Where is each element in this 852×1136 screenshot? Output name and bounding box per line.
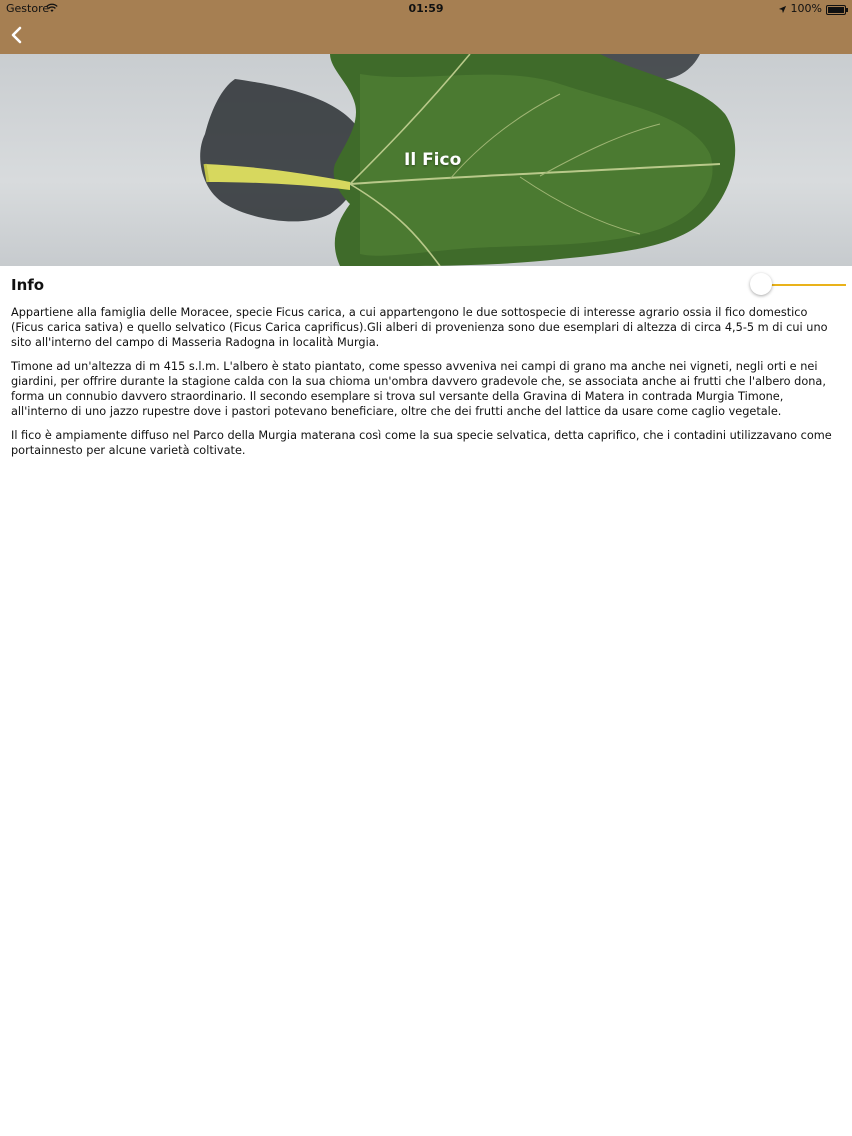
chevron-left-icon <box>6 22 30 50</box>
status-bar <box>0 0 852 18</box>
slider-track[interactable] <box>762 284 846 286</box>
hero-image <box>0 54 852 266</box>
battery-percent: 100% <box>790 2 822 15</box>
carrier-label: Gestore <box>6 2 50 15</box>
description-paragraph: Timone ad un'altezza di m 415 s.l.m. L'albero è stato piantato, come spesso avveniva nei campi di grano ma anche nei vigneti, negli orti e nei giardini, per offrire durante la stagione calda con la sua chioma un'ombra davvero gradevole che, se associata anche ai frutti che l'albero dona, forma un connubio davvero straordinario. Il secondo esemplare si trova sul versante della Gravina di Matera in contrada Murgia Timone, all'interno di uno jazzo rupestre dove i pastori potevano beneficiare, oltre che dei frutti anche del lattice da usare come caglio vegetale. <box>11 360 826 418</box>
section-title: Info <box>11 276 45 294</box>
clock: 01:59 <box>408 2 444 15</box>
hero-title: Il Fico <box>404 150 462 170</box>
description-paragraph: Appartiene alla famiglia delle Moracee, specie Ficus carica, a cui appartengono le due sottospecie di interesse agrario ossia il fico domestico (Ficus carica sativa) e quello selvatico (Ficus Carica caprificus).Gli alberi di provenienza sono due esemplari di altezza di circa 4,5-5 m di cui uno sito all'interno del campo di Masseria Radogna in località Murgia. <box>11 306 828 349</box>
description-paragraph: Il fico è ampiamente diffuso nel Parco della Murgia materana così come la sua specie selvatica, detta caprifico, che i contadini utilizzavano come portainnesto per alcune varietà coltivate. <box>11 429 832 457</box>
description-body <box>11 305 839 467</box>
navigation-bar <box>0 18 852 54</box>
battery-icon <box>826 5 846 15</box>
slider-knob[interactable] <box>750 273 772 295</box>
location-arrow-icon <box>778 5 787 14</box>
back-button[interactable] <box>6 22 30 50</box>
